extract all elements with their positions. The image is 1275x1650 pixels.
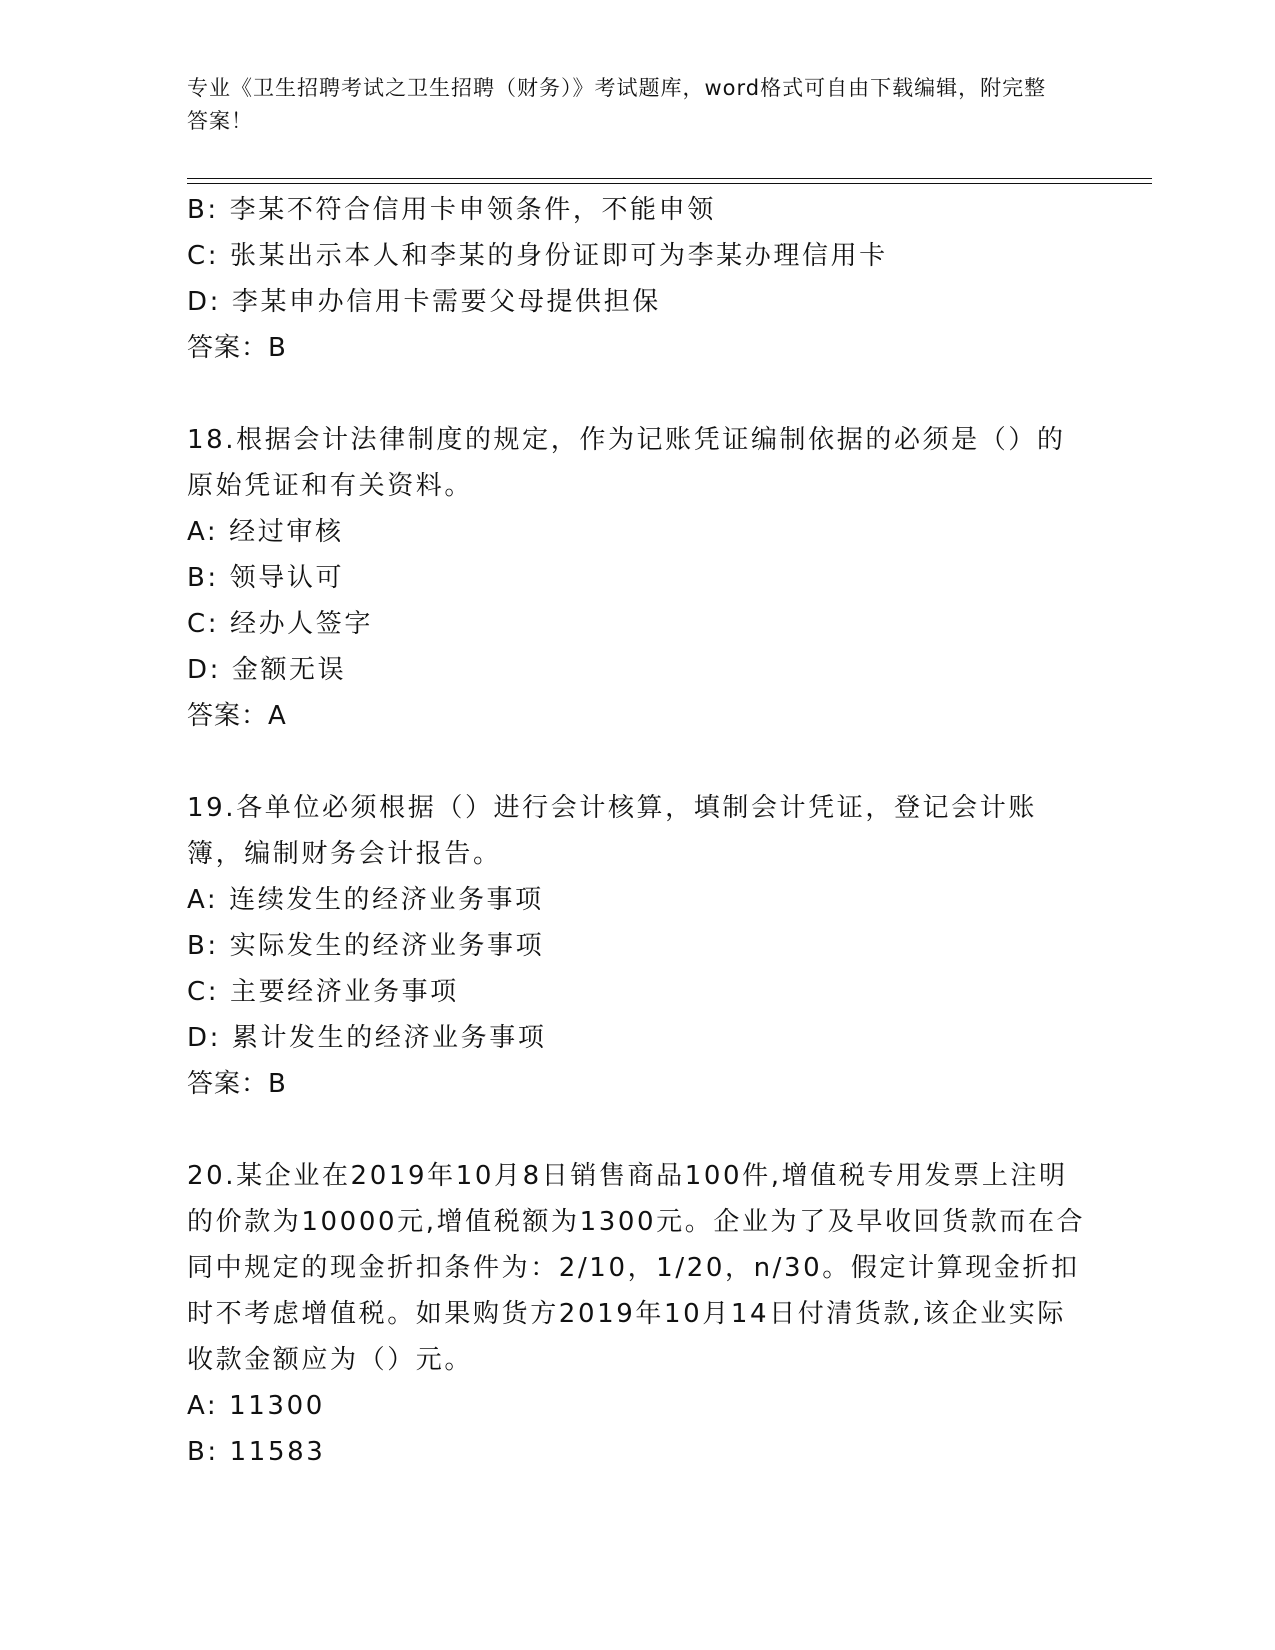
question-list xyxy=(187,187,1087,1475)
option-d: D: 累计发生的经济业务事项 xyxy=(187,1023,547,1053)
document-header: 专业《卫生招聘考试之卫生招聘（财务）》考试题库，word格式可自由下载编辑，附完整答案！ xyxy=(187,76,1047,133)
option-d: D: 金额无误 xyxy=(187,655,347,685)
question-stem: 18.根据会计法律制度的规定，作为记账凭证编制依据的必须是（）的原始凭证和有关资料。 xyxy=(187,425,1066,501)
option-c: C: 经办人签字 xyxy=(187,609,373,639)
option-c: C: 张某出示本人和李某的身份证即可为李某办理信用卡 xyxy=(187,241,888,271)
option-a: A: 经过审核 xyxy=(187,517,344,547)
option-b: B: 11583 xyxy=(187,1437,326,1467)
option-c: C: 主要经济业务事项 xyxy=(187,977,459,1007)
header-rule-bottom xyxy=(187,183,1152,184)
option-b: B: 领导认可 xyxy=(187,563,345,593)
question-stem: 19.各单位必须根据（）进行会计核算，填制会计凭证，登记会计账簿，编制财务会计报告。 xyxy=(187,793,1037,869)
header-rule-top xyxy=(187,178,1152,179)
answer: 答案：B xyxy=(187,333,287,363)
question-stem: 20.某企业在2019年10月8日销售商品100件,增值税专用发票上注明的价款为10000元,增值税额为1300元。企业为了及早收回货款而在合同中规定的现金折扣条件为：2/10，1/20，n/30。假定计算现金折扣时不考虑增值税。如果购货方2019年10月14日付清货款,该企业实际收款金额应为（）元。 xyxy=(187,1161,1086,1375)
question-20 xyxy=(187,1153,1087,1475)
option-a: A: 11300 xyxy=(187,1391,325,1421)
option-d: D: 李某申办信用卡需要父母提供担保 xyxy=(187,287,661,317)
option-b: B: 李某不符合信用卡申领条件，不能申领 xyxy=(187,195,716,225)
option-b: B: 实际发生的经济业务事项 xyxy=(187,931,545,961)
answer: 答案：B xyxy=(187,1069,287,1099)
question-17 xyxy=(187,187,1087,371)
question-19 xyxy=(187,785,1087,1107)
option-a: A: 连续发生的经济业务事项 xyxy=(187,885,544,915)
question-18 xyxy=(187,417,1087,739)
answer: 答案：A xyxy=(187,701,287,731)
